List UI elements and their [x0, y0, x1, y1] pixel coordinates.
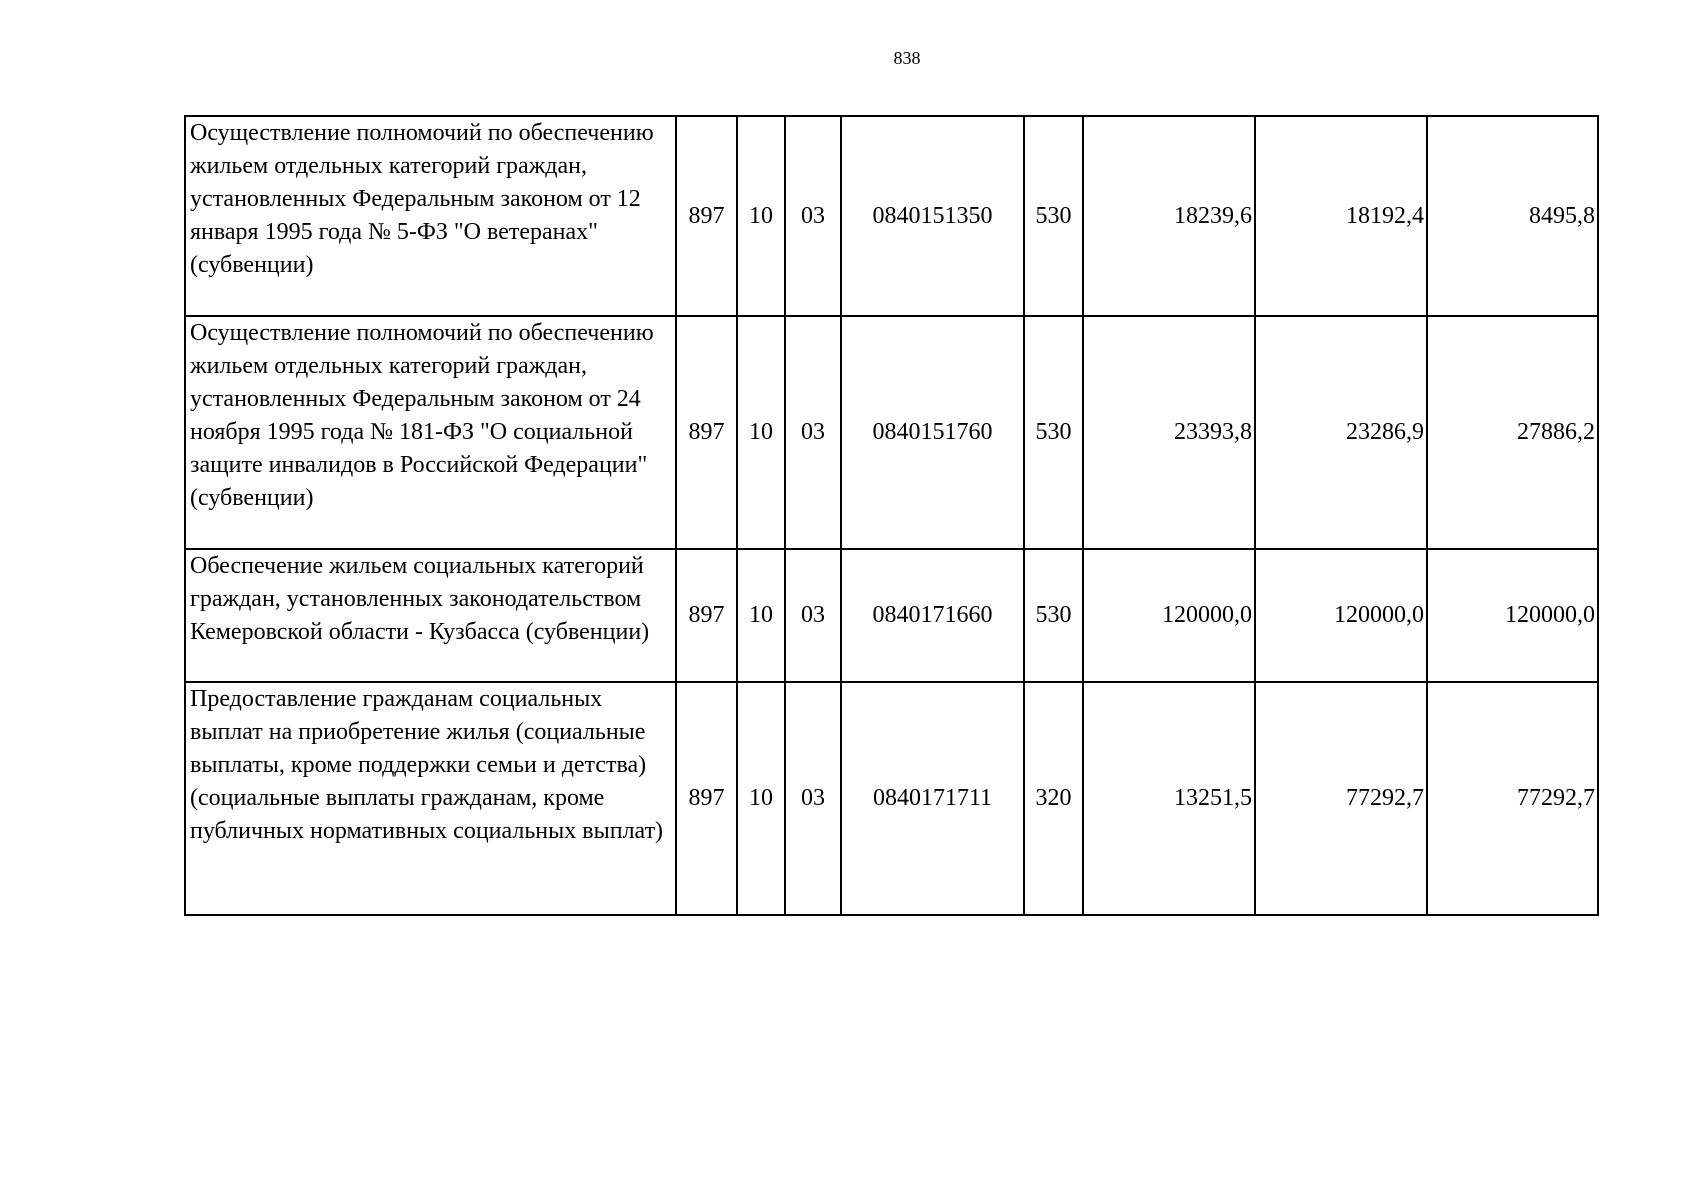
expense-type-code: 530	[1024, 116, 1083, 316]
amount-1: 18239,6	[1083, 116, 1255, 316]
amount-3: 8495,8	[1427, 116, 1598, 316]
amount-1: 23393,8	[1083, 316, 1255, 549]
table-row	[185, 116, 1598, 316]
amount-1: 120000,0	[1083, 549, 1255, 682]
amount-2: 23286,9	[1255, 316, 1427, 549]
row-description: Обеспечение жильем социальных категорий граждан, установленных законодательством Кемеровской области - Кузбасса (субвенции)	[185, 549, 676, 682]
amount-2: 120000,0	[1255, 549, 1427, 682]
section-code: 10	[737, 316, 785, 549]
table-row	[185, 682, 1598, 915]
target-article-code: 0840151350	[841, 116, 1024, 316]
amount-1: 13251,5	[1083, 682, 1255, 915]
target-article-code: 0840171660	[841, 549, 1024, 682]
section-code: 10	[737, 549, 785, 682]
row-description: Предоставление гражданам социальных выплат на приобретение жилья (социальные выплаты, кроме поддержки семьи и детства) (социальные выплаты гражданам, кроме публичных нормативных социальных выплат)	[185, 682, 676, 915]
ministry-code: 897	[676, 682, 737, 915]
expense-type-code: 320	[1024, 682, 1083, 915]
section-code: 10	[737, 682, 785, 915]
expense-type-code: 530	[1024, 549, 1083, 682]
row-description: Осуществление полномочий по обеспечению жильем отдельных категорий граждан, установленных Федеральным законом от 24 ноября 1995 года № 181-ФЗ "О социальной защите инвалидов в Российской Федерации" (субвенции)	[185, 316, 676, 549]
amount-3: 27886,2	[1427, 316, 1598, 549]
expense-type-code: 530	[1024, 316, 1083, 549]
amount-3: 120000,0	[1427, 549, 1598, 682]
subsection-code: 03	[785, 682, 841, 915]
subsection-code: 03	[785, 549, 841, 682]
amount-2: 77292,7	[1255, 682, 1427, 915]
target-article-code: 0840151760	[841, 316, 1024, 549]
page-number: 838	[893, 48, 921, 68]
subsection-code: 03	[785, 316, 841, 549]
target-article-code: 0840171711	[841, 682, 1024, 915]
table-row	[185, 549, 1598, 682]
table-row	[185, 316, 1598, 549]
row-description: Осуществление полномочий по обеспечению жильем отдельных категорий граждан, установленных Федеральным законом от 12 января 1995 года № 5-ФЗ "О ветеранах" (субвенции)	[185, 116, 676, 316]
ministry-code: 897	[676, 316, 737, 549]
section-code: 10	[737, 116, 785, 316]
amount-2: 18192,4	[1255, 116, 1427, 316]
ministry-code: 897	[676, 549, 737, 682]
subsection-code: 03	[785, 116, 841, 316]
amount-3: 77292,7	[1427, 682, 1598, 915]
budget-table	[184, 115, 1599, 916]
ministry-code: 897	[676, 116, 737, 316]
